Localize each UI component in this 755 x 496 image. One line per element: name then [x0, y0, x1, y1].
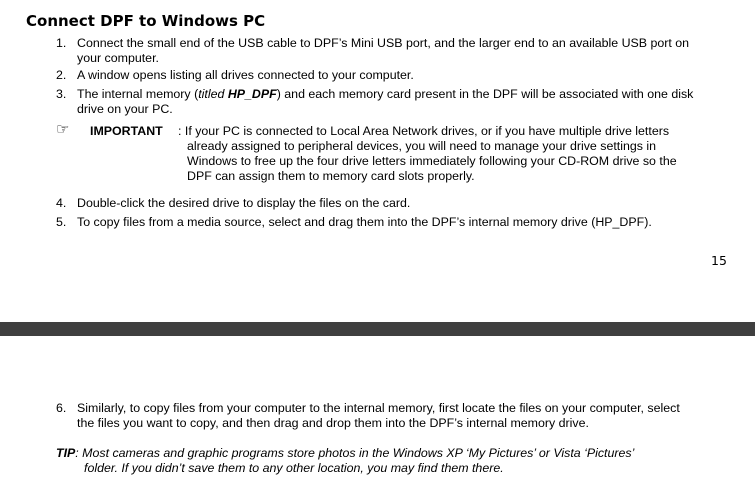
- important-label: IMPORTANT: [90, 124, 163, 138]
- list-item: [56, 401, 746, 431]
- page-number: 15: [711, 253, 727, 268]
- list-text: To copy files from a media source, select and drag them into the DPF’s internal memory drive (HP_DPF).: [77, 215, 652, 229]
- list-number: 5.: [56, 215, 67, 229]
- tip-note: [56, 446, 746, 476]
- list-number: 4.: [56, 196, 67, 210]
- tip-label: TIP: [56, 446, 76, 460]
- important-line: Windows to free up the four drive letters immediately following your CD-ROM drive so the: [187, 154, 677, 168]
- list-text: the files you want to copy, and then drag and drop them into the DPF’s internal memory drive.: [77, 416, 589, 430]
- list-item: [56, 36, 746, 66]
- list-text: drive on your PC.: [77, 102, 173, 116]
- text-run: The internal memory (: [77, 87, 199, 101]
- text-run-bold-italic: HP_DPF: [227, 87, 277, 101]
- section-heading: Connect DPF to Windows PC: [26, 12, 266, 30]
- list-text: your computer.: [77, 51, 159, 65]
- list-number: 3.: [56, 87, 67, 101]
- list-text: Connect the small end of the USB cable to DPF’s Mini USB port, and the larger end to an available USB port on: [77, 36, 690, 50]
- pointing-hand-icon: ☞: [56, 121, 70, 138]
- list-item: [56, 196, 746, 211]
- tip-line: folder. If you didn’t save them to any other location, you may find them there.: [84, 461, 504, 475]
- list-item: [56, 215, 746, 230]
- list-text: A window opens listing all drives connected to your computer.: [77, 68, 414, 82]
- important-line: : If your PC is connected to Local Area Network drives, or if you have multiple drive letters: [178, 124, 670, 138]
- list-number: 1.: [56, 36, 67, 50]
- page-divider: [0, 322, 755, 336]
- list-text: Similarly, to copy files from your computer to the internal memory, first locate the files on your computer, select: [77, 401, 680, 415]
- list-number: 2.: [56, 68, 67, 82]
- list-item: [56, 87, 746, 117]
- important-line: DPF can assign them to memory card slots properly.: [187, 169, 475, 183]
- important-body: [178, 124, 698, 184]
- list-text: [77, 87, 746, 102]
- important-line: already assigned to peripheral devices, you will need to manage your drive settings in: [187, 139, 657, 153]
- text-run-italic: titled: [198, 87, 228, 101]
- text-run: ) and each memory card present in the DPF will be associated with one disk: [276, 87, 694, 101]
- tip-line: : Most cameras and graphic programs store photos in the Windows XP ‘My Pictures’ or Vista ‘Pictures’: [75, 446, 635, 460]
- list-item: [56, 68, 746, 83]
- list-text: Double-click the desired drive to display the files on the card.: [77, 196, 411, 210]
- list-number: 6.: [56, 401, 67, 415]
